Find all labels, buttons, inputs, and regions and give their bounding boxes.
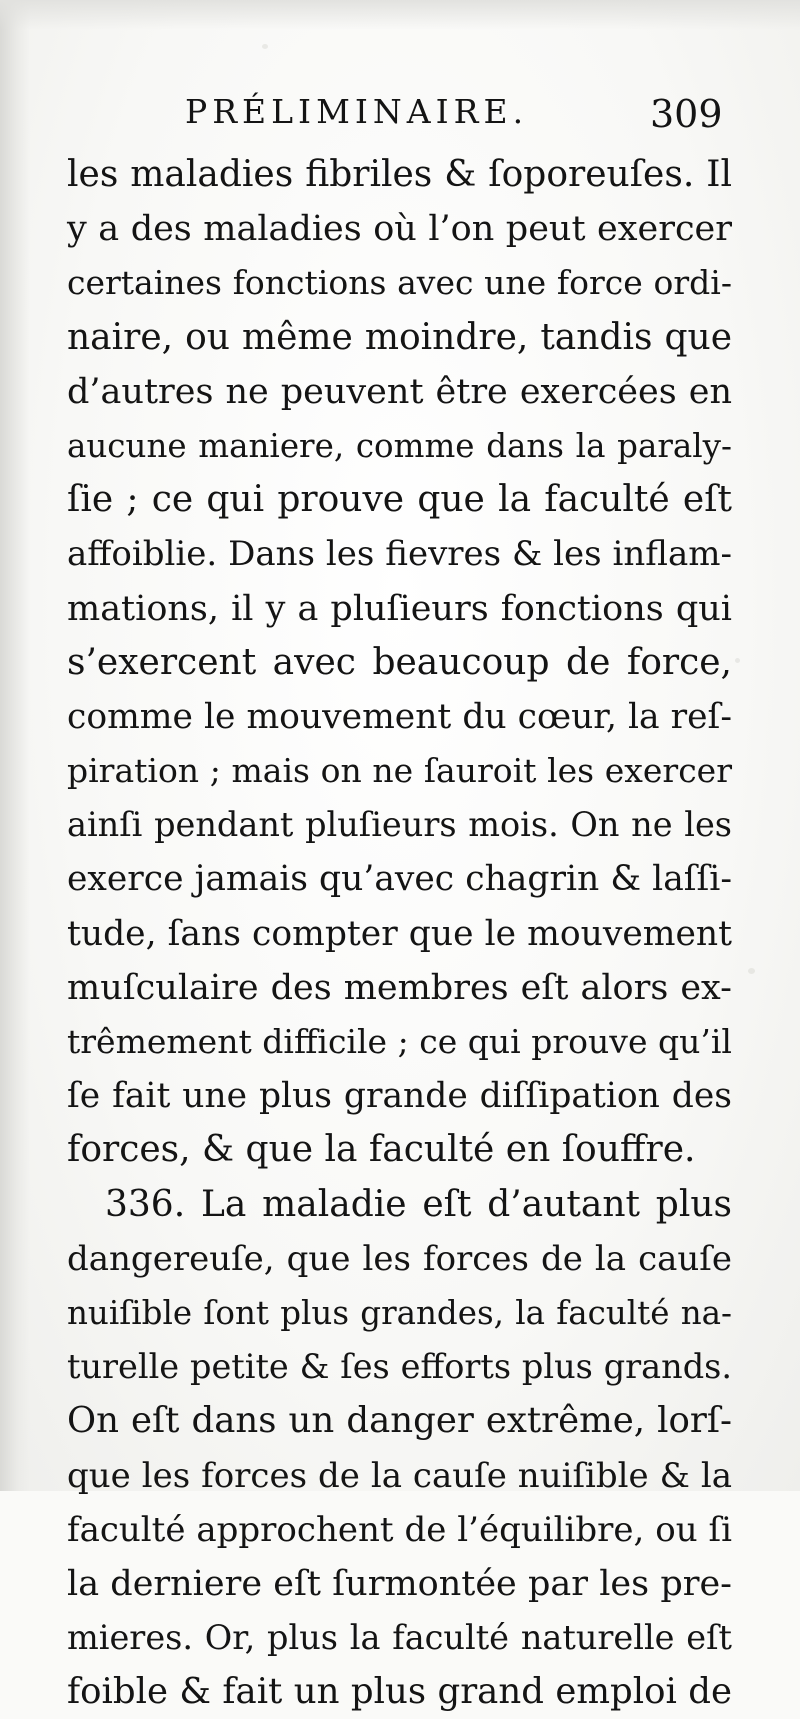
text-line: faculté approchent de l’équilibre, ou ſi	[67, 1509, 732, 1550]
text-line: exerce jamais qu’avec chagrin & laſſi-	[67, 859, 732, 900]
text-line: muſculaire des membres eſt alors ex-	[67, 967, 732, 1008]
paragraph-end-line: forces, & que la faculté en ſouffre.	[67, 1129, 696, 1171]
text-line: certaines fonctions avec une force ordi-	[67, 263, 732, 303]
text-line: foible & fait un plus grand emploi de	[67, 1671, 732, 1713]
text-line: comme le mouvement du cœur, la reſ-	[67, 696, 732, 737]
text-line: piration ; mais on ne ſauroit les exercer	[67, 751, 732, 791]
body-text	[67, 148, 732, 1719]
paper-speck	[735, 658, 740, 663]
text-line: tude, ſans compter que le mouvement	[67, 913, 732, 954]
text-line: ainſi pendant pluſieurs mois. On ne les	[67, 805, 732, 845]
page-number: 309	[650, 92, 723, 136]
text-line: dangereuſe, que les forces de la cauſe	[67, 1238, 732, 1279]
text-line: affoiblie. Dans les fievres & les inflam-	[67, 534, 732, 575]
text-line: les maladies fibriles & ſoporeuſes. Il	[67, 154, 732, 195]
text-line: aucune maniere, comme dans la paraly-	[67, 426, 732, 465]
text-line: ſe fait une plus grande diſſipation des	[67, 1076, 732, 1117]
text-line: d’autres ne peuvent être exercées en	[67, 371, 732, 412]
page-gutter-shadow	[0, 0, 30, 1491]
running-head: PRÉLIMINAIRE.	[185, 92, 529, 131]
paragraph-start-line: 336. La maladie eſt d’autant plus	[105, 1183, 732, 1225]
text-line: y a des maladies où l’on peut exercer	[67, 209, 732, 250]
text-line: que les forces de la cauſe nuiſible & la	[67, 1455, 732, 1496]
text-line: trêmement difficile ; ce qui prouve qu’il	[67, 1022, 732, 1061]
paper-speck	[262, 44, 268, 49]
text-line: ſie ; ce qui prouve que la faculté eſt	[67, 479, 732, 521]
text-line: naire, ou même moindre, tandis que	[67, 316, 732, 358]
text-line: nuiſible ſont plus grandes, la faculté na-	[67, 1293, 732, 1332]
paper-speck	[748, 968, 755, 974]
text-line: la derniere eſt ſurmontée par les pre-	[67, 1563, 732, 1604]
text-line: mations, il y a pluſieurs fonctions qui	[67, 588, 732, 629]
text-line: mieres. Or, plus la faculté naturelle eſt	[67, 1618, 732, 1658]
text-line: On eſt dans un danger extrême, lorſ-	[67, 1400, 732, 1442]
page-top-shadow	[0, 0, 800, 30]
text-line: turelle petite & ſes efforts plus grands.	[67, 1347, 732, 1387]
text-line: s’exercent avec beaucoup de force,	[67, 641, 732, 683]
